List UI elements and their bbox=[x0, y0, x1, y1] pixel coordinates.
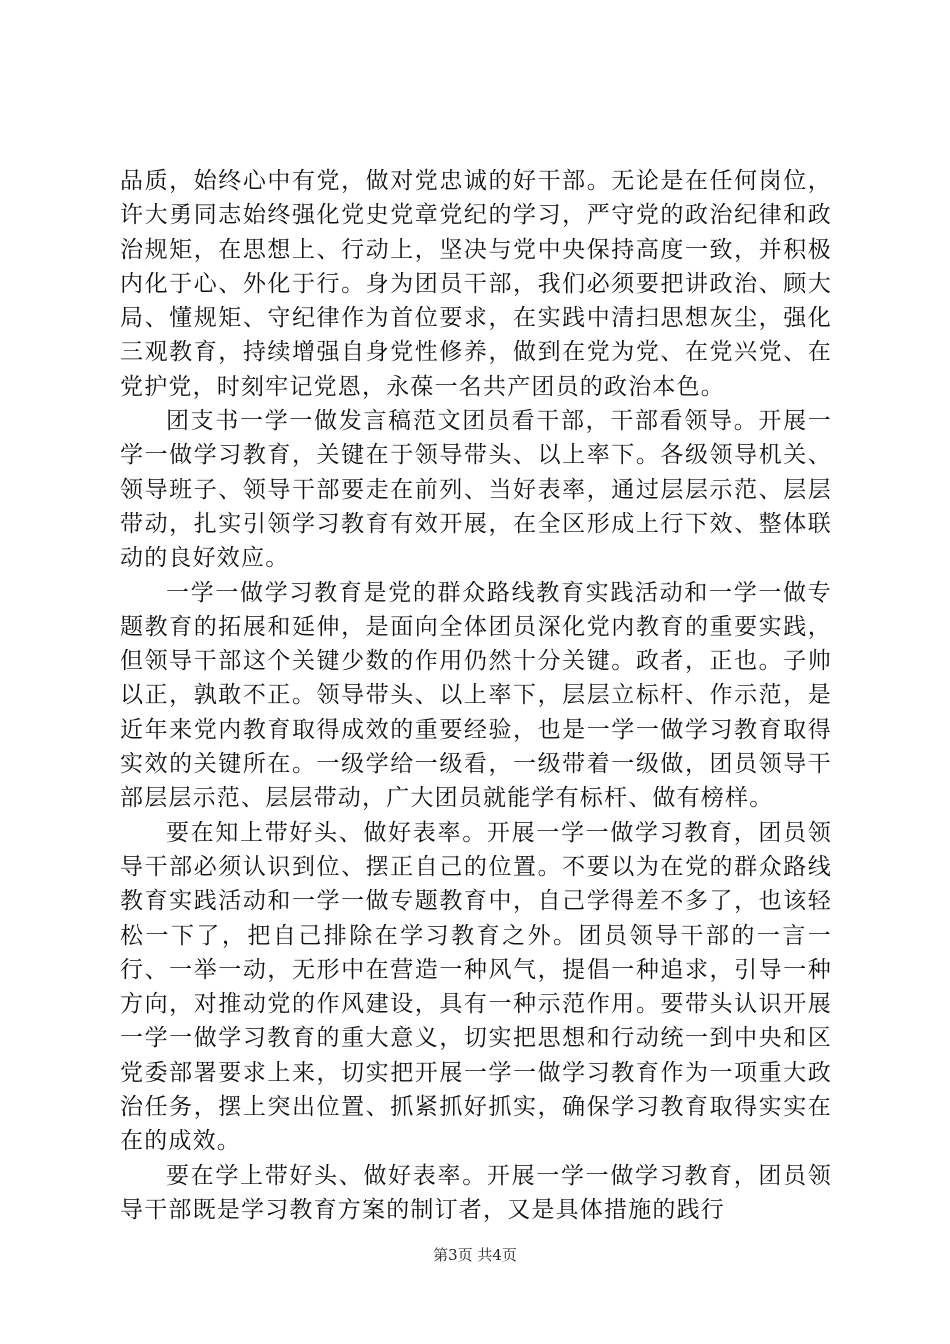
page-number-footer: 第3页 共4页 bbox=[433, 1246, 517, 1264]
paragraph-2: 团支书一学一做发言稿范文团员看干部，干部看领导。开展一学一做学习教育，关键在于领导带头、以上率下。各级领导机关、领导班子、领导干部要走在前列、当好表率，通过层层示范、层层带动，扎实引领学习教育有效开展，在全区形成上行下效、整体联动的良好效应。 bbox=[120, 408, 832, 572]
paragraph-5: 要在学上带好头、做好表率。开展一学一做学习教育，团员领导干部既是学习教育方案的制订者，又是具体措施的践行 bbox=[120, 1162, 832, 1223]
document-body bbox=[120, 164, 832, 1227]
paragraph-1: 品质，始终心中有党，做对党忠诚的好干部。无论是在任何岗位，许大勇同志始终强化党史党章党纪的学习，严守党的政治纪律和政治规矩，在思想上、行动上，坚决与党中央保持高度一致，并积极内化于心、外化于行。身为团员干部，我们必须要把讲政治、顾大局、懂规矩、守纪律作为首位要求，在实践中清扫思想灰尘，强化三观教育，持续增强自身党性修养，做到在党为党、在党兴党、在党护党，时刻牢记党恩，永葆一名共产团员的政治本色。 bbox=[120, 168, 832, 400]
paragraph-3: 一学一做学习教育是党的群众路线教育实践活动和一学一做专题教育的拓展和延伸，是面向全体团员深化党内教育的重要实践，但领导干部这个关键少数的作用仍然十分关键。政者，正也。子帅以正，孰敢不正。领导带头、以上率下，层层立标杆、作示范，是近年来党内教育取得成效的重要经验，也是一学一做学习教育取得实效的关键所在。一级学给一级看，一级带着一级做，团员领导干部层层示范、层层带动，广大团员就能学有标杆、做有榜样。 bbox=[120, 579, 832, 812]
paragraph-4: 要在知上带好头、做好表率。开展一学一做学习教育，团员领导干部必须认识到位、摆正自己的位置。不要以为在党的群众路线教育实践活动和一学一做专题教育中，自己学得差不多了，也该轻松一下了，把自己排除在学习教育之外。团员领导干部的一言一行、一举一动，无形中在营造一种风气，提倡一种追求，引导一种方向，对推动党的作风建设，具有一种示范作用。要带头认识开展一学一做学习教育的重大意义，切实把思想和行动统一到中央和区党委部署要求上来，切实把开展一学一做学习教育作为一项重大政治任务，摆上突出位置、抓紧抓好抓实，确保学习教育取得实实在在的成效。 bbox=[120, 819, 832, 1155]
